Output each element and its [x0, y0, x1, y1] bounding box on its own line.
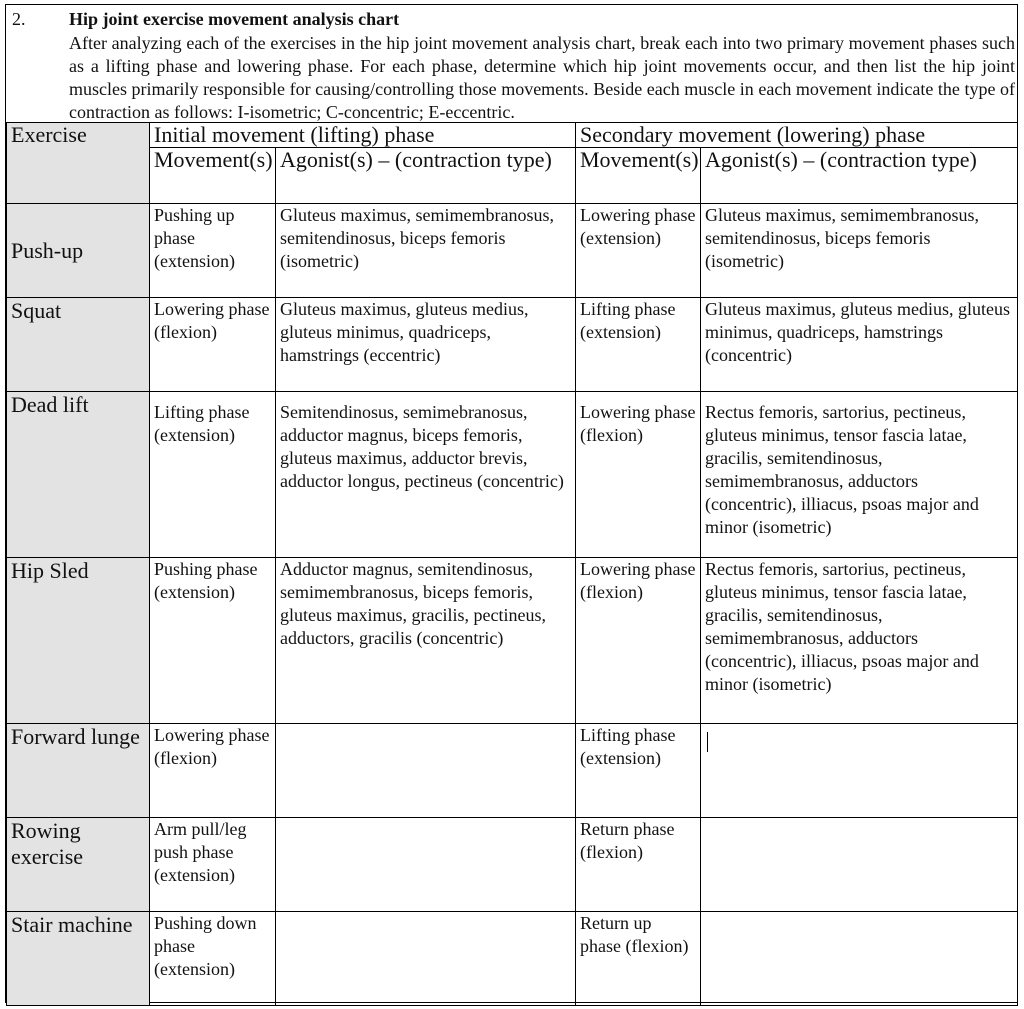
table-row: [7, 392, 1018, 558]
text-cursor: [707, 732, 708, 752]
question-box: [5, 4, 1018, 1003]
exercise-column-header: Exercise: [7, 123, 150, 204]
initial-movement-cell: Pushing phase (extension): [150, 558, 276, 724]
table-row: [7, 912, 1018, 1006]
secondary-movement-cell: Return phase (flexion): [576, 818, 701, 912]
initial-movement-cell: Arm pull/leg push phase (extension): [150, 818, 276, 912]
table-row: [7, 298, 1018, 392]
exercise-name: Hip Sled: [7, 558, 150, 724]
initial-movement-cell: Lowering phase (flexion): [150, 724, 276, 818]
question-intro: [6, 5, 1017, 122]
secondary-movement-cell: Lowering phase (flexion): [576, 558, 701, 724]
initial-agonist-cell[interactable]: [276, 724, 576, 818]
secondary-agonist-header: Agonist(s) – (contraction type): [701, 148, 1018, 204]
exercise-name: Push-up: [7, 204, 150, 298]
secondary-movement-cell: Lifting phase (extension): [576, 298, 701, 392]
secondary-agonist-cell[interactable]: [701, 724, 1018, 818]
initial-agonist-cell[interactable]: Adductor magnus, semitendinosus, semimembranosus, biceps femoris, gluteus maximus, gracilis, pectineus, adductors, gracilis (concentric): [276, 558, 576, 724]
initial-movement-cell: Pushing down phase (extension): [150, 912, 276, 1006]
table-row: [7, 818, 1018, 912]
question-instructions: After analyzing each of the exercises in the hip joint movement analysis chart, break each into two primary movement phases such as a lifting phase and lowering phase. For each phase, determine which hip joint movements occur, and then list the hip joint muscles primarily responsible for causing/controlling those movements. Beside each muscle in each movement indicate the type of contraction as follows: I-isometric; C-concentric; E-eccentric.: [69, 33, 1015, 122]
initial-movement-cell: Lifting phase (extension): [150, 392, 276, 558]
initial-agonist-header: Agonist(s) – (contraction type): [276, 148, 576, 204]
question-title: Hip joint exercise movement analysis chart: [69, 9, 400, 29]
table-row: [7, 724, 1018, 818]
secondary-agonist-cell[interactable]: Rectus femoris, sartorius, pectineus, gluteus minimus, tensor fascia latae, gracilis, semitendinosus, semimembranosus, adductors (concentric), illiacus, psoas major and minor (isometric): [701, 558, 1018, 724]
table-subheader-row: [7, 148, 1018, 204]
exercise-name: Rowing exercise: [7, 818, 150, 912]
initial-movement-header: Movement(s): [150, 148, 276, 204]
hip-movement-analysis-table: [6, 122, 1018, 1006]
initial-agonist-cell[interactable]: [276, 912, 576, 1006]
secondary-agonist-cell[interactable]: Gluteus maximus, gluteus medius, gluteus minimus, quadriceps, hamstrings (concentric): [701, 298, 1018, 392]
table-row: [7, 558, 1018, 724]
question-number: 2.: [12, 9, 26, 29]
initial-agonist-cell[interactable]: Gluteus maximus, gluteus medius, gluteus minimus, quadriceps, hamstrings (eccentric): [276, 298, 576, 392]
initial-agonist-cell[interactable]: [276, 818, 576, 912]
secondary-phase-header: Secondary movement (lowering) phase: [576, 123, 1018, 148]
exercise-name: Stair machine: [7, 912, 150, 1006]
exercise-name: Squat: [7, 298, 150, 392]
initial-agonist-cell[interactable]: Semitendinosus, semimebranosus, adductor magnus, biceps femoris, gluteus maximus, adductor brevis, adductor longus, pectineus (concentric): [276, 392, 576, 558]
secondary-agonist-cell[interactable]: [701, 818, 1018, 912]
secondary-agonist-cell[interactable]: Gluteus maximus, semimembranosus, semitendinosus, biceps femoris (isometric): [701, 204, 1018, 298]
secondary-movement-cell: Lowering phase (extension): [576, 204, 701, 298]
exercise-name: Forward lunge: [7, 724, 150, 818]
secondary-movement-cell: Return up phase (flexion): [576, 912, 701, 1006]
initial-phase-header: Initial movement (lifting) phase: [150, 123, 576, 148]
initial-movement-cell: Pushing up phase (extension): [150, 204, 276, 298]
table-header-row: [7, 123, 1018, 148]
initial-agonist-cell[interactable]: Gluteus maximus, semimembranosus, semitendinosus, biceps femoris (isometric): [276, 204, 576, 298]
secondary-agonist-cell[interactable]: Rectus femoris, sartorius, pectineus, gluteus minimus, tensor fascia latae, gracilis, semitendinosus, semimembranosus, adductors (concentric), illiacus, psoas major and minor (isometric): [701, 392, 1018, 558]
secondary-movement-cell: Lifting phase (extension): [576, 724, 701, 818]
secondary-agonist-cell[interactable]: [701, 912, 1018, 1006]
secondary-movement-cell: Lowering phase (flexion): [576, 392, 701, 558]
initial-movement-cell: Lowering phase (flexion): [150, 298, 276, 392]
exercise-name: Dead lift: [7, 392, 150, 558]
table-row: [7, 204, 1018, 298]
secondary-movement-header: Movement(s): [576, 148, 701, 204]
